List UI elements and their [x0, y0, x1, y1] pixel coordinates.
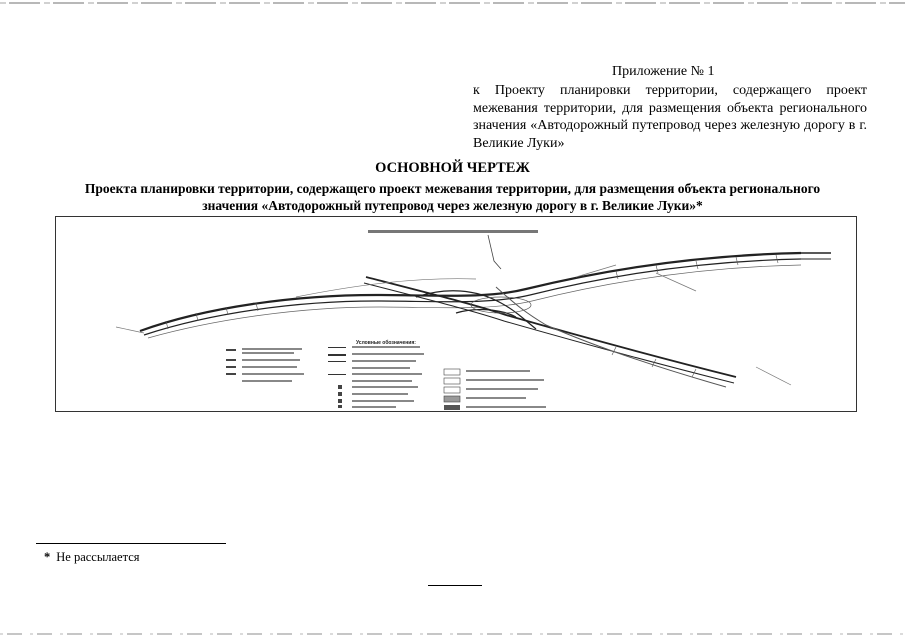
drawing-plan-svg — [56, 217, 856, 411]
scan-artifact-top — [0, 2, 905, 4]
main-drawing — [55, 216, 857, 412]
legend-left-column — [226, 348, 304, 382]
footnote-rule — [36, 543, 226, 544]
main-heading: ОСНОВНОЙ ЧЕРТЕЖ — [375, 160, 530, 176]
appendix-text: к Проекту планировки территории, содержащего проект межевания территории, для размещения объекта регионального значения «Автодорожный путепровод через железную дорогу в г. Великие Луки» — [473, 83, 867, 151]
legend-middle-column — [328, 346, 424, 408]
legend-heading: Условные обозначения: — [356, 340, 416, 346]
footnote-marker: * — [44, 550, 51, 564]
legend-right-column — [444, 369, 546, 410]
scan-artifact-bottom — [0, 633, 905, 635]
boundary-ticks — [166, 255, 778, 377]
appendix-title: Приложение № 1 — [612, 64, 715, 79]
page-end-rule — [428, 585, 482, 586]
footnote — [44, 550, 140, 565]
drawing-title-scribble — [368, 230, 538, 233]
footnote-text: Не рассылается — [56, 550, 140, 564]
railway-corridor — [364, 277, 736, 387]
leader-line — [488, 235, 501, 269]
secondary-roads — [116, 265, 791, 385]
main-subtitle: Проекта планировки территории, содержащего проект межевания территории, для размещения объекта регионального значения «Автодорожный путепровод через железную дорогу в г. Великие Луки»* — [84, 181, 821, 213]
